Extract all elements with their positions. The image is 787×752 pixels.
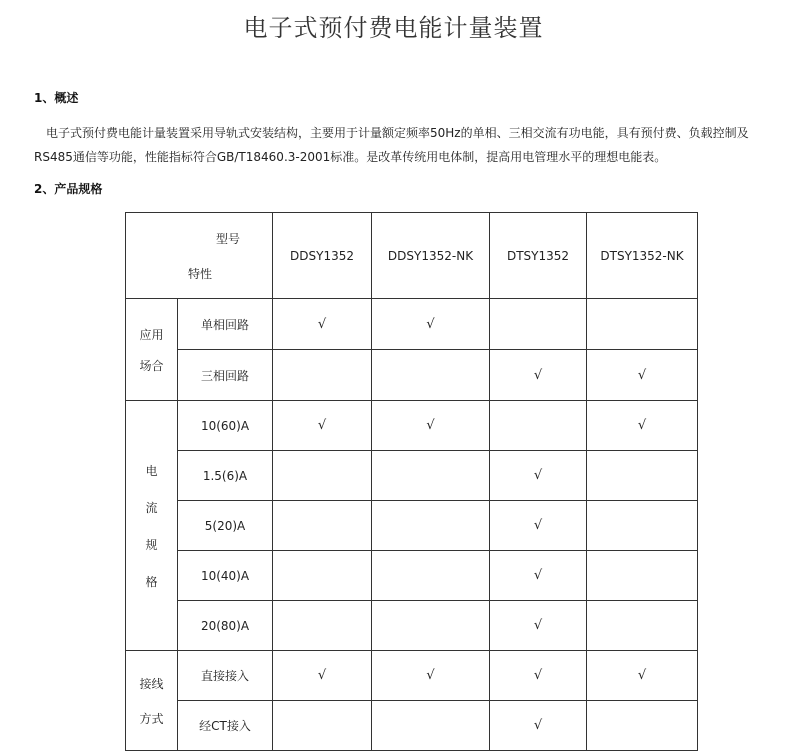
check-cell [372,350,490,401]
table-header-row [126,213,698,299]
table-row [126,350,698,401]
check-mark: √ [490,501,587,551]
check-cell [587,299,698,350]
header-feature-label: 特性 [188,267,213,281]
check-mark: √ [273,299,372,350]
check-mark: √ [273,651,372,701]
check-mark: √ [490,651,587,701]
table-row [126,701,698,751]
check-cell [490,401,587,451]
check-mark: √ [372,651,490,701]
check-mark: √ [490,601,587,651]
check-mark: √ [587,401,698,451]
row-label: 20(80)A [178,601,273,651]
section-heading-overview: 1、概述 [34,91,79,105]
group-wiring: 接线 方式 [126,651,178,751]
table-row [126,551,698,601]
check-cell [587,701,698,751]
row-label: 三相回路 [178,350,273,401]
model-header: DDSY1352 [273,213,372,299]
check-cell [273,701,372,751]
row-label: 1.5(6)A [178,451,273,501]
check-cell [372,551,490,601]
model-header: DTSY1352 [490,213,587,299]
check-mark: √ [273,401,372,451]
overview-line-1: 电子式预付费电能计量装置采用导轨式安装结构，主要用于计量额定频率50Hz的单相、三相交流有功电能，具有预付费、负载控制及 [46,126,749,140]
check-cell [372,601,490,651]
overview-paragraph [34,121,784,169]
check-cell [490,299,587,350]
check-mark: √ [372,401,490,451]
row-label: 经CT接入 [178,701,273,751]
header-model-label: 型号 [216,232,241,246]
row-label: 10(40)A [178,551,273,601]
check-cell [273,501,372,551]
page-title: 电子式预付费电能计量装置 [243,14,544,42]
check-cell [372,701,490,751]
check-mark: √ [490,551,587,601]
section-heading-specs: 2、产品规格 [34,182,103,196]
group-current: 电 流 规 格 [126,401,178,651]
check-mark: √ [372,299,490,350]
table-row [126,299,698,350]
check-cell [587,551,698,601]
header-corner-cell [126,213,273,299]
check-cell [372,501,490,551]
check-cell [587,451,698,501]
model-header: DTSY1352-NK [587,213,698,299]
overview-line-2: RS485通信等功能，性能指标符合GB/T18460.3-2001标准。是改革传统用电体制，提高用电管理水平的理想电能表。 [34,150,667,164]
check-cell [273,551,372,601]
row-label: 直接接入 [178,651,273,701]
check-mark: √ [490,451,587,501]
row-label: 单相回路 [178,299,273,350]
table-row [126,501,698,551]
row-label: 10(60)A [178,401,273,451]
group-application: 应用 场合 [126,299,178,401]
table-row [126,601,698,651]
check-cell [273,601,372,651]
check-cell [273,350,372,401]
check-mark: √ [587,651,698,701]
check-cell [587,601,698,651]
row-label: 5(20)A [178,501,273,551]
table-row [126,401,698,451]
check-mark: √ [587,350,698,401]
model-header: DDSY1352-NK [372,213,490,299]
table-row [126,451,698,501]
table-row [126,651,698,701]
check-mark: √ [490,701,587,751]
spec-table [125,212,698,751]
check-mark: √ [490,350,587,401]
check-cell [372,451,490,501]
check-cell [587,501,698,551]
check-cell [273,451,372,501]
